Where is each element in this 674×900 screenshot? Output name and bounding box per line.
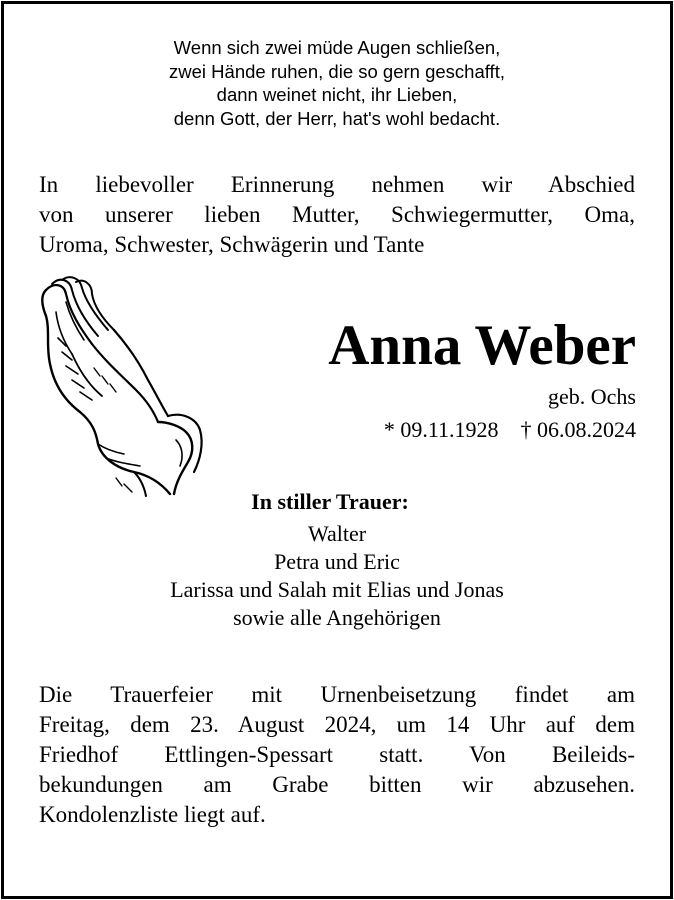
poem xyxy=(0,36,674,130)
poem-line: zwei Hände ruhen, die so gern geschafft, xyxy=(169,60,505,82)
mourner-name: Larissa und Salah mit Elias und Jonas xyxy=(170,577,504,602)
poem-line: dann weinet nicht, ihr Lieben, xyxy=(216,84,458,105)
praying-hands-icon xyxy=(36,272,206,504)
mourner-name: sowie alle Angehörigen xyxy=(233,605,441,630)
mourners-section xyxy=(0,488,674,632)
intro-line: von unserer lieben Mutter, Schwiegermutter, Oma, xyxy=(39,202,635,227)
poem-line: denn Gott, der Herr, hat's wohl bedacht. xyxy=(173,107,501,129)
notice-line: Die Trauerfeier mit Urnenbeisetzung findet am xyxy=(39,682,635,707)
intro-line: In liebevoller Erinnerung nehmen wir Abschied xyxy=(39,172,635,197)
mourning-title: In stiller Trauer: xyxy=(251,489,409,514)
notice-line: bekundungen am Grabe bitten wir abzusehen. xyxy=(39,772,635,797)
intro-text xyxy=(39,170,635,260)
intro-line: Uroma, Schwester, Schwägerin und Tante xyxy=(39,232,425,257)
notice-line: Friedhof Ettlingen-Spessart statt. Von Beileids- xyxy=(39,742,635,767)
mourner-name: Petra und Eric xyxy=(274,549,400,574)
notice-line: Freitag, dem 23. August 2024, um 14 Uhr auf dem xyxy=(39,712,635,737)
maiden-name: geb. Ochs xyxy=(548,384,636,409)
funeral-notice xyxy=(39,680,635,830)
notice-line: Kondolenzliste liegt auf. xyxy=(39,802,266,827)
mourner-name: Walter xyxy=(307,521,367,546)
poem-line: Wenn sich zwei müde Augen schließen, xyxy=(173,37,501,58)
life-dates xyxy=(384,416,636,444)
birth-date: * 09.11.1928 xyxy=(383,417,499,442)
deceased-name: Anna Weber xyxy=(328,314,636,377)
death-date: † 06.08.2024 xyxy=(520,417,636,442)
